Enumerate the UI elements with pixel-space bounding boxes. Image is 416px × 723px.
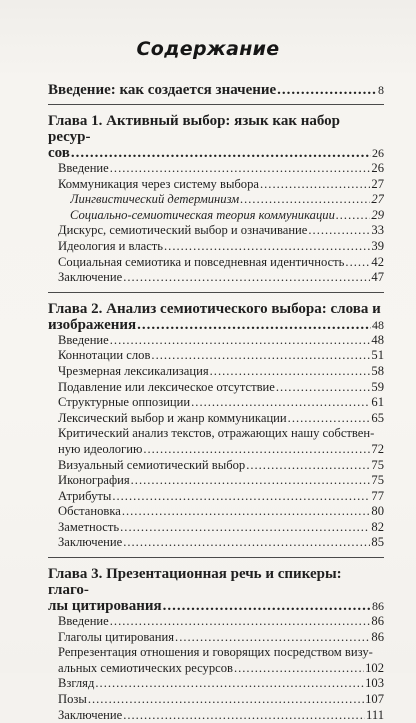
toc-section-page: 33 xyxy=(371,223,384,238)
toc-section[interactable] xyxy=(58,489,384,505)
toc-section[interactable] xyxy=(58,708,384,723)
toc-section[interactable] xyxy=(58,411,384,427)
toc-section-label-line-1: Репрезентация отношения и говорящих посредством визу- xyxy=(58,645,373,660)
leader-dots xyxy=(234,661,364,677)
leader-dots xyxy=(210,364,371,380)
chapter-2-sections xyxy=(48,333,384,551)
toc-section[interactable] xyxy=(58,504,384,520)
toc-intro-label: Введение: как создается значение xyxy=(48,82,277,98)
toc-section-label-line-2: альных семиотических ресурсов xyxy=(58,660,233,675)
toc-section-page: 59 xyxy=(371,379,384,394)
leader-dots xyxy=(123,708,365,723)
toc-section-page: 86 xyxy=(371,614,384,629)
toc-section-label: Введение xyxy=(58,161,109,175)
toc-section-label: Взгляд xyxy=(58,676,95,691)
toc-section-page: 111 xyxy=(366,707,384,722)
toc-section-page: 86 xyxy=(371,629,384,644)
leader-dots xyxy=(151,348,370,364)
leader-dots xyxy=(122,504,371,520)
toc-section-label: Введение xyxy=(58,614,109,629)
leader-dots xyxy=(110,161,371,177)
chapter-2-page: 48 xyxy=(372,317,384,332)
chapter-2-title-line-2: изображения xyxy=(48,316,137,333)
toc-section[interactable] xyxy=(58,426,384,457)
toc-section-page: 82 xyxy=(371,519,384,534)
toc-section-page: 58 xyxy=(371,363,384,378)
leader-dots xyxy=(164,239,370,255)
toc-section-label: Заключение xyxy=(58,535,123,550)
toc-chapter-3[interactable] xyxy=(48,566,384,614)
leader-dots xyxy=(288,411,371,427)
toc-section-page: 75 xyxy=(371,457,384,472)
toc-subsection[interactable] xyxy=(70,208,384,224)
toc-section-label: Обстановка xyxy=(58,504,121,519)
toc-section-page: 29 xyxy=(371,207,384,222)
toc-section-label: Дискурс, семиотический выбор и означивание xyxy=(58,223,308,238)
toc-chapter-2[interactable] xyxy=(48,301,384,333)
toc-section-page: 85 xyxy=(371,535,384,550)
leader-dots xyxy=(277,82,377,98)
leader-dots xyxy=(110,614,371,630)
toc-section-page: 103 xyxy=(365,676,384,691)
toc-section[interactable] xyxy=(58,161,384,177)
toc-section-page: 80 xyxy=(371,504,384,519)
leader-dots xyxy=(163,598,371,614)
toc-section-page: 72 xyxy=(371,441,384,456)
toc-section-page: 27 xyxy=(371,176,384,191)
toc-section-label: Социально-семиотическая теория коммуникации xyxy=(70,207,335,222)
table-of-contents xyxy=(48,80,384,723)
toc-section-page: 39 xyxy=(371,238,384,253)
toc-subsection[interactable] xyxy=(70,192,384,208)
toc-section[interactable] xyxy=(58,520,384,536)
toc-section[interactable] xyxy=(58,535,384,551)
page-title: Содержание xyxy=(136,38,280,60)
chapter-1-page: 26 xyxy=(372,146,384,160)
chapter-1-title-line-1: Глава 1. Активный выбор: язык как набор ресур- xyxy=(48,113,340,145)
toc-section-page: 61 xyxy=(371,395,384,410)
chapter-3-title-line-2: лы цитирования xyxy=(48,598,162,615)
chapter-3-title-line-1: Глава 3. Презентационная речь и спикеры: глаго- xyxy=(48,566,342,599)
toc-section-label: Заключение xyxy=(58,707,123,722)
chapter-3-sections xyxy=(48,614,384,723)
toc-section-label: Идеология и власть xyxy=(58,238,164,253)
toc-section[interactable] xyxy=(58,239,384,255)
chapter-1-title-line-2: сов xyxy=(48,145,70,161)
chapter-divider xyxy=(48,292,384,293)
toc-section-page: 47 xyxy=(371,270,384,285)
toc-section-label: Введение xyxy=(58,332,109,347)
toc-section-label-line-1: Критический анализ текстов, отражающих нашу собствен- xyxy=(58,426,375,441)
toc-section-page: 42 xyxy=(371,254,384,269)
toc-section[interactable] xyxy=(58,645,384,676)
leader-dots xyxy=(336,208,371,224)
leader-dots xyxy=(143,442,370,458)
leader-dots xyxy=(137,317,371,333)
toc-section-page: 75 xyxy=(371,473,384,488)
toc-section-page: 27 xyxy=(371,192,384,207)
leader-dots xyxy=(191,395,370,411)
leader-dots xyxy=(240,192,370,208)
leader-dots xyxy=(345,255,370,271)
toc-section[interactable] xyxy=(58,692,384,708)
toc-section-page: 102 xyxy=(365,660,384,675)
toc-section[interactable] xyxy=(58,380,384,396)
toc-section-label: Атрибуты xyxy=(58,488,112,503)
toc-section-page: 77 xyxy=(371,488,384,503)
leader-dots xyxy=(88,692,364,708)
leader-dots xyxy=(175,630,370,646)
toc-section-label: Подавление или лексическое отсутствие xyxy=(58,379,275,394)
leader-dots xyxy=(131,473,371,489)
toc-section-page: 51 xyxy=(371,348,384,363)
toc-section-label: Коммуникация через систему выбора xyxy=(58,176,259,191)
toc-section[interactable] xyxy=(58,177,384,193)
leader-dots xyxy=(71,145,371,161)
toc-section-page: 107 xyxy=(365,692,384,707)
leader-dots xyxy=(246,458,370,474)
toc-chapter-1[interactable] xyxy=(48,113,384,161)
leader-dots xyxy=(95,676,364,692)
toc-section-page: 65 xyxy=(371,410,384,425)
toc-intro-page: 8 xyxy=(378,83,384,97)
toc-section[interactable] xyxy=(58,255,384,271)
leader-dots xyxy=(110,333,371,349)
chapter-divider xyxy=(48,557,384,558)
toc-section[interactable] xyxy=(58,614,384,630)
toc-section[interactable] xyxy=(58,348,384,364)
toc-section[interactable] xyxy=(58,364,384,380)
leader-dots xyxy=(308,223,370,239)
toc-section-label: Заметность xyxy=(58,519,120,534)
toc-section[interactable] xyxy=(58,223,384,239)
toc-section-label: Заключение xyxy=(58,270,123,285)
leader-dots xyxy=(112,489,370,505)
toc-section[interactable] xyxy=(58,395,384,411)
toc-section-label: Лексический выбор и жанр коммуникации xyxy=(58,410,287,425)
toc-section-label: Структурные оппозиции xyxy=(58,395,191,410)
toc-section-page: 26 xyxy=(371,161,384,175)
toc-section-label-line-2: ную идеологию xyxy=(58,441,143,456)
toc-section-label: Чрезмерная лексикализация xyxy=(58,363,209,378)
toc-section-page: 48 xyxy=(371,332,384,347)
toc-section[interactable] xyxy=(58,630,384,646)
toc-section[interactable] xyxy=(58,333,384,349)
leader-dots xyxy=(123,270,370,286)
toc-intro[interactable] xyxy=(48,82,384,98)
leader-dots xyxy=(120,520,370,536)
toc-section-label: Визуальный семиотический выбор xyxy=(58,457,246,472)
toc-section-label: Глаголы цитирования xyxy=(58,629,175,644)
leader-dots xyxy=(123,535,370,551)
chapter-divider xyxy=(48,104,384,105)
toc-section[interactable] xyxy=(58,473,384,489)
toc-section-label: Иконография xyxy=(58,473,130,488)
leader-dots xyxy=(276,380,371,396)
chapter-1-sections xyxy=(48,161,384,286)
toc-section-label: Лингвистический детерминизм xyxy=(70,192,240,207)
leader-dots xyxy=(260,177,370,193)
toc-section-label: Коннотации слов xyxy=(58,348,151,363)
toc-section[interactable] xyxy=(58,458,384,474)
chapter-3-page: 86 xyxy=(372,599,384,614)
toc-section[interactable] xyxy=(58,270,384,286)
toc-section-label: Социальная семиотика и повседневная идентичность xyxy=(58,254,345,269)
toc-section[interactable] xyxy=(58,676,384,692)
chapter-2-title-line-1: Глава 2. Анализ семиотического выбора: слова и xyxy=(48,300,381,317)
toc-section-label: Позы xyxy=(58,692,87,707)
